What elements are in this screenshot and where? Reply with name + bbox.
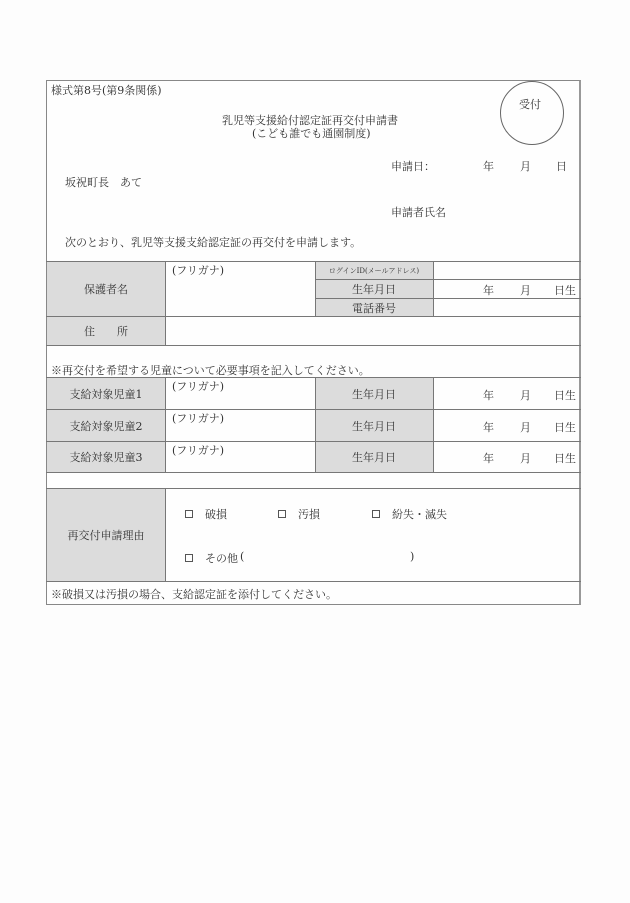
guardian-furigana-label: (フリガナ) bbox=[172, 264, 225, 277]
guardian-name-label: 保護者名 bbox=[84, 283, 128, 296]
login-id-field[interactable] bbox=[434, 262, 580, 279]
child-3-birth-month[interactable]: 月 bbox=[520, 452, 531, 465]
checkbox-icon[interactable] bbox=[372, 510, 380, 518]
application-date-day[interactable]: 日 bbox=[556, 160, 567, 173]
login-id-label: ログインID(メールアドレス) bbox=[328, 266, 420, 275]
guardian-name-field[interactable] bbox=[166, 275, 314, 315]
child-1-birth-year[interactable]: 年 bbox=[483, 389, 494, 402]
child-2-label: 支給対象児童2 bbox=[69, 419, 143, 433]
child-1-birth-day[interactable]: 日生 bbox=[554, 389, 576, 402]
reason-option-soiled[interactable]: 汚損 bbox=[278, 506, 320, 522]
other-reason-field[interactable] bbox=[250, 548, 405, 564]
other-close-paren: ) bbox=[410, 550, 415, 563]
child-2-birth-year[interactable]: 年 bbox=[483, 421, 494, 434]
application-date-label: 申請日： bbox=[391, 160, 435, 173]
child-1-birth-month[interactable]: 月 bbox=[520, 389, 531, 402]
footer-note: ※破損又は汚損の場合、支給認定証を添付してください。 bbox=[51, 588, 337, 601]
applicant-name-field[interactable] bbox=[452, 200, 577, 218]
child-3-name-field[interactable] bbox=[166, 454, 314, 471]
receipt-stamp-circle bbox=[500, 81, 564, 145]
child-3-label: 支給対象児童3 bbox=[69, 451, 143, 464]
form-subtitle: (こども誰でも通園制度) bbox=[252, 127, 371, 140]
child-2-birthdate-label: 生年月日 bbox=[352, 419, 396, 433]
child-2-name-field[interactable] bbox=[166, 422, 314, 440]
phone-label: 電話番号 bbox=[352, 301, 396, 315]
receipt-stamp-label: 受付 bbox=[519, 98, 541, 111]
form-number: 様式第8号(第9条関係) bbox=[51, 84, 162, 97]
checkbox-icon[interactable] bbox=[278, 510, 286, 518]
intro-text: 次のとおり、乳児等支援支給認定証の再交付を申請します。 bbox=[65, 236, 362, 249]
child-3-birthdate-label: 生年月日 bbox=[352, 451, 396, 464]
application-date-year[interactable]: 年 bbox=[483, 160, 494, 173]
guardian-birthdate-label: 生年月日 bbox=[352, 283, 396, 296]
form-title: 乳児等支援給付認定証再交付申請書 bbox=[222, 114, 398, 127]
child-1-label: 支給対象児童1 bbox=[69, 387, 143, 401]
child-1-furigana-label: (フリガナ) bbox=[172, 380, 225, 393]
child-1-name-field[interactable] bbox=[166, 390, 314, 408]
child-2-birth-month[interactable]: 月 bbox=[520, 421, 531, 434]
reason-option-damaged[interactable]: 破損 bbox=[185, 506, 227, 522]
reason-option-other[interactable]: その他 bbox=[185, 550, 238, 566]
guardian-birth-year[interactable]: 年 bbox=[483, 284, 494, 297]
checkbox-icon[interactable] bbox=[185, 554, 193, 562]
address-field[interactable] bbox=[166, 317, 580, 345]
child-2-furigana-label: (フリガナ) bbox=[172, 412, 225, 425]
child-3-furigana-label: (フリガナ) bbox=[172, 444, 225, 457]
application-date-month[interactable]: 月 bbox=[520, 160, 531, 173]
guardian-birth-month[interactable]: 月 bbox=[520, 284, 531, 297]
child-1-birthdate-label: 生年月日 bbox=[352, 387, 396, 401]
address-label: 住 所 bbox=[84, 325, 128, 338]
child-2-birth-day[interactable]: 日生 bbox=[554, 421, 576, 434]
checkbox-icon[interactable] bbox=[185, 510, 193, 518]
reason-label: 再交付申請理由 bbox=[67, 529, 145, 542]
reason-option-lost[interactable]: 紛失・滅失 bbox=[372, 506, 447, 522]
addressee: 坂祝町長 あて bbox=[65, 176, 142, 189]
other-open-paren: ( bbox=[240, 550, 245, 563]
guardian-birth-day[interactable]: 日生 bbox=[554, 284, 576, 297]
phone-field[interactable] bbox=[434, 299, 580, 316]
applicant-name-label: 申請者氏名 bbox=[391, 206, 446, 219]
children-notice: ※再交付を希望する児童について必要事項を記入してください。 bbox=[51, 364, 370, 377]
child-3-birth-day[interactable]: 日生 bbox=[554, 452, 576, 465]
child-3-birth-year[interactable]: 年 bbox=[483, 452, 494, 465]
